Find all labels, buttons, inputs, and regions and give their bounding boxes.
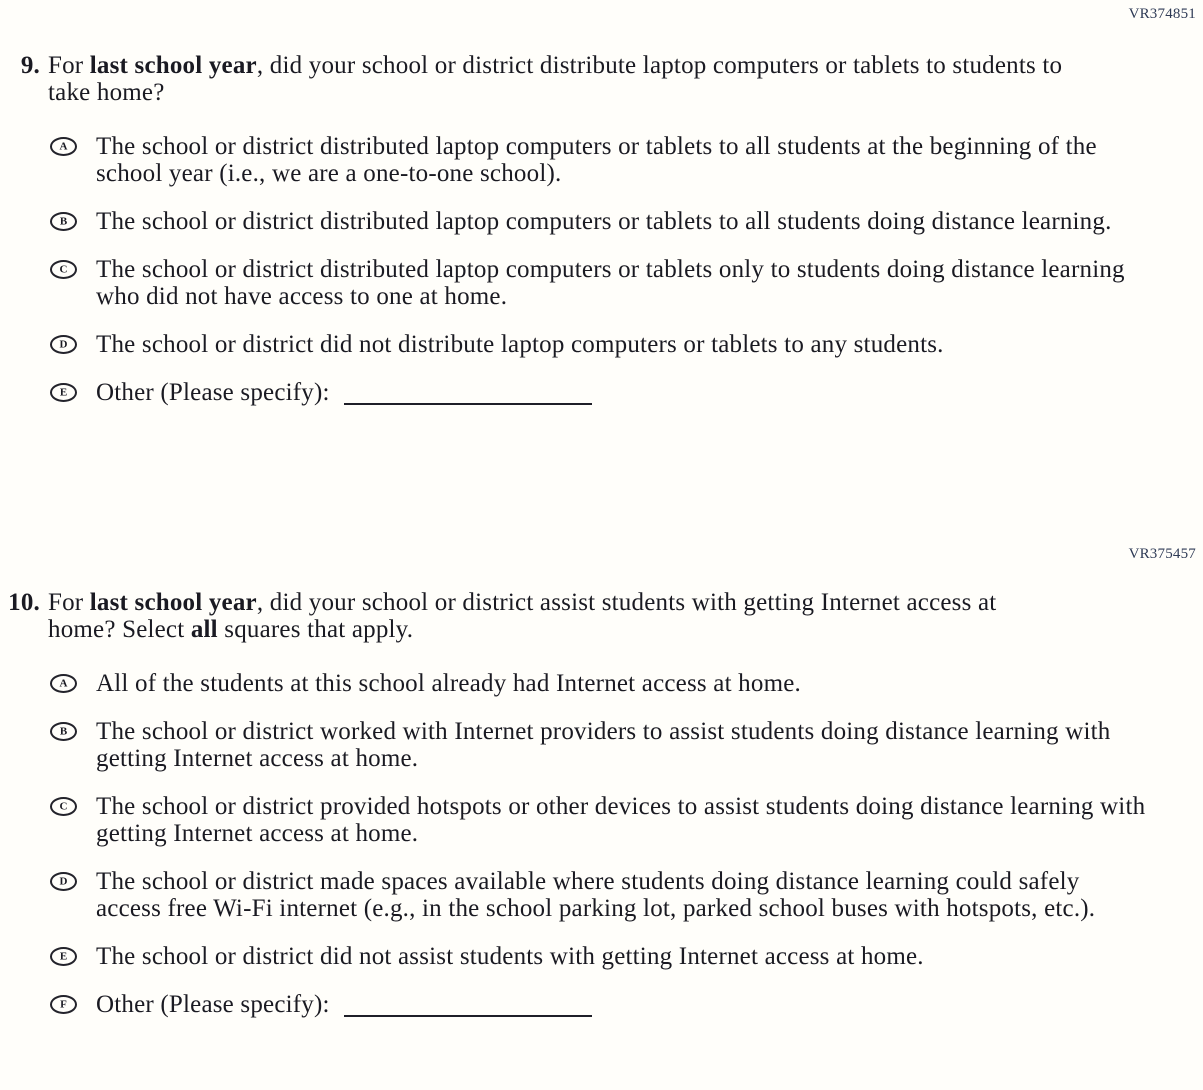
q10-option-f	[50, 991, 1203, 1018]
prompt-text: For	[48, 589, 90, 616]
option-letter: F	[60, 998, 67, 1011]
other-specify-text: Other (Please specify):	[96, 991, 330, 1018]
question-9-number: 9.	[20, 52, 40, 79]
option-letter: A	[59, 677, 68, 690]
q10-option-f-label	[96, 991, 592, 1018]
q9-option-d	[50, 331, 1203, 358]
q10-option-a-label: All of the students at this school already had Internet access at home.	[96, 670, 801, 697]
q9-other-specify-line[interactable]	[344, 403, 592, 405]
q9-option-c-label: The school or district distributed laptop computers or tablets only to students doing distance learning who did not have access to one at home.	[96, 256, 1125, 310]
question-10-number: 10.	[8, 589, 40, 616]
prompt-bold-text: last school year	[89, 52, 257, 79]
q9-option-e-label	[96, 379, 592, 406]
q9-option-e-bubble[interactable]	[50, 383, 77, 402]
q9-option-a-bubble[interactable]	[50, 137, 77, 156]
q9-option-b-label: The school or district distributed laptop computers or tablets to all students doing distance learning.	[96, 208, 1112, 235]
prompt-bold-text: last school year	[89, 589, 257, 616]
prompt-text: squares that apply.	[217, 616, 414, 643]
q10-option-a	[50, 670, 1203, 697]
other-specify-text: Other (Please specify):	[96, 379, 330, 406]
q10-other-specify-line[interactable]	[344, 1015, 592, 1017]
q9-option-a	[50, 133, 1203, 187]
question-10-section	[0, 546, 1203, 1018]
q9-option-c-bubble[interactable]	[50, 260, 77, 279]
prompt-text: , did your school or district assist students with getting Internet access at home? Select	[48, 589, 997, 643]
q10-option-b-bubble[interactable]	[50, 722, 77, 741]
question-10	[0, 589, 1203, 643]
q10-option-c	[50, 793, 1203, 847]
q10-option-e-label: The school or district did not assist students with getting Internet access at home.	[96, 943, 924, 970]
q10-option-d-label: The school or district made spaces available where students doing distance learning could safely access free Wi-Fi internet (e.g., in the school parking lot, parked school buses with hotspots, etc.).	[96, 868, 1096, 922]
option-letter: D	[59, 338, 68, 351]
prompt-text: , did your school or district distribute laptop computers or tablets to students to take home?	[48, 52, 1063, 106]
q10-option-b-label: The school or district worked with Internet providers to assist students doing distance learning with getting Internet access at home.	[96, 718, 1111, 772]
q9-option-a-label: The school or district distributed laptop computers or tablets to all students at the beginning of the school year (i.e., we are a one-to-one school).	[96, 133, 1097, 187]
option-letter: D	[59, 875, 68, 888]
question-9	[0, 52, 1203, 106]
q10-option-f-bubble[interactable]	[50, 995, 77, 1014]
question-9-options	[0, 133, 1203, 406]
q9-option-b-bubble[interactable]	[50, 212, 77, 231]
q9-option-e	[50, 379, 1203, 406]
q10-option-e	[50, 943, 1203, 970]
prompt-bold-text: all	[190, 616, 218, 643]
option-letter: B	[59, 215, 68, 228]
q10-option-d	[50, 868, 1203, 922]
question-10-prompt	[48, 589, 1028, 643]
q9-option-c	[50, 256, 1203, 310]
q10-option-a-bubble[interactable]	[50, 674, 77, 693]
question-9-prompt	[48, 52, 1068, 106]
question-10-options	[0, 670, 1203, 1018]
q9-option-d-bubble[interactable]	[50, 335, 77, 354]
q9-option-b	[50, 208, 1203, 235]
option-letter: A	[59, 140, 68, 153]
option-letter: E	[59, 386, 68, 399]
form-code-q10: VR375457	[1128, 546, 1196, 562]
q9-option-d-label: The school or district did not distribute laptop computers or tablets to any students.	[96, 331, 944, 358]
form-code-q9: VR374851	[1128, 6, 1196, 22]
q10-option-c-label: The school or district provided hotspots or other devices to assist students doing distance learning with getting Internet access at home.	[96, 793, 1146, 847]
option-letter: C	[59, 800, 68, 813]
question-9-section	[0, 0, 1203, 406]
option-letter: C	[59, 263, 68, 276]
option-letter: E	[59, 950, 68, 963]
q10-option-b	[50, 718, 1203, 772]
prompt-text: For	[48, 52, 90, 79]
option-letter: B	[59, 725, 68, 738]
q10-option-c-bubble[interactable]	[50, 797, 77, 816]
q10-option-e-bubble[interactable]	[50, 947, 77, 966]
q10-option-d-bubble[interactable]	[50, 872, 77, 891]
